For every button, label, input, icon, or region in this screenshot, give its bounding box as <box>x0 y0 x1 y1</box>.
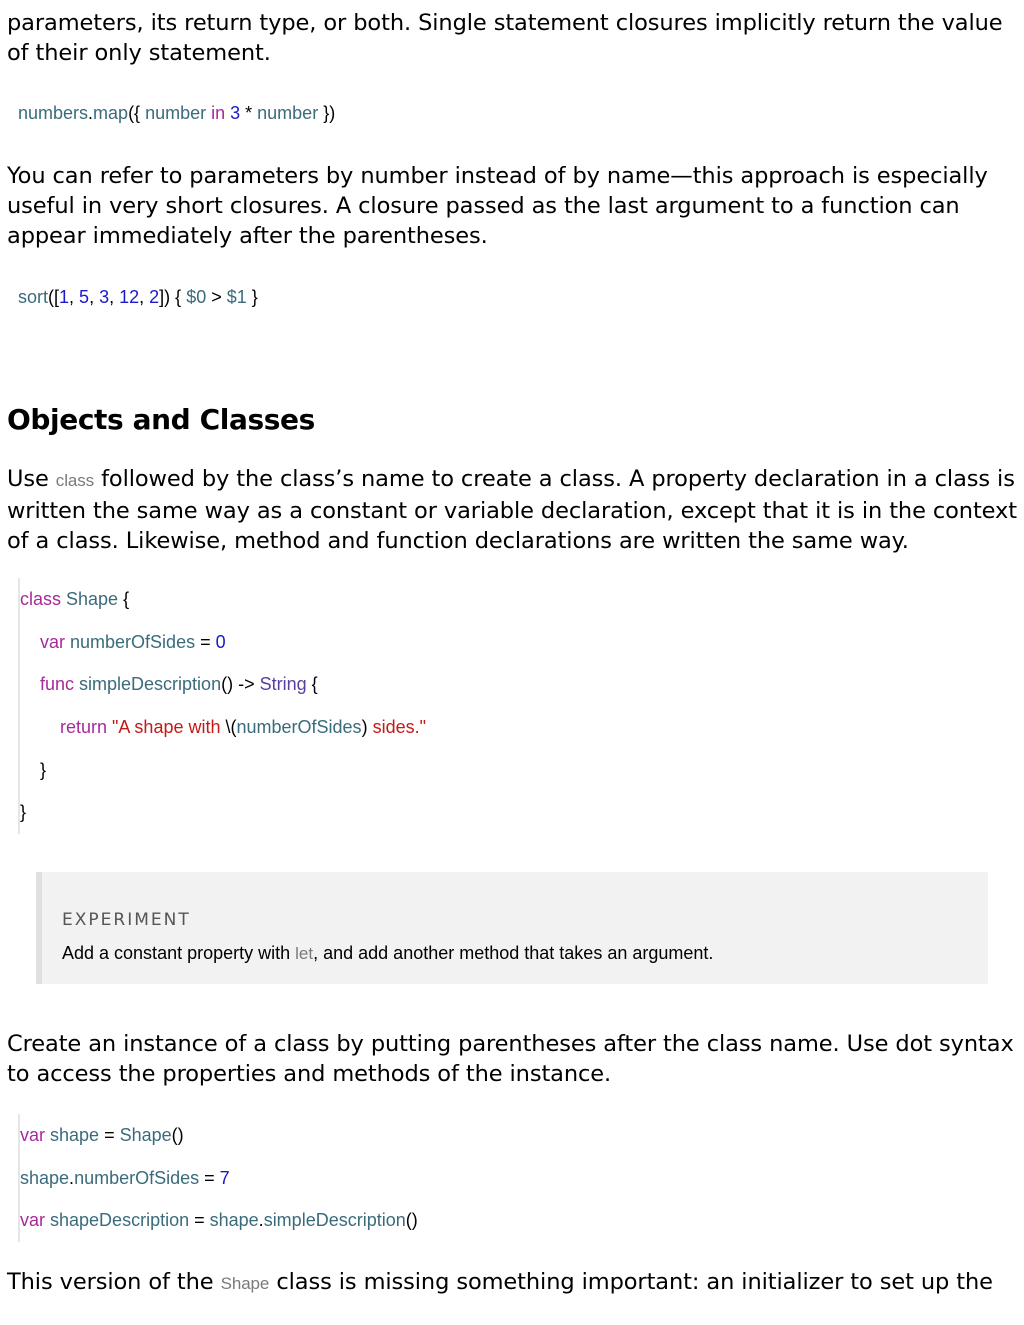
section-heading: Objects and Classes <box>7 403 315 436</box>
code-class-shape <box>18 578 426 834</box>
code-line: var numberOfSides = 0 <box>20 631 226 652</box>
paragraph-use-class: Use class followed by the class’s name to create a class. A property declaration in a class is written the same way as a constant or variable declaration, except that it is in the context of a class. Likewise, method and function declarations are written the same way. <box>7 466 1017 554</box>
code-line: class Shape { <box>20 589 130 609</box>
paragraph-parameters-by-number: You can refer to parameters by number instead of by name—this approach is especially useful in very short closures. A closure passed as the last argument to a function can appear immediately after the parentheses. <box>7 163 988 249</box>
inline-code-let: let <box>295 944 314 963</box>
inline-code-shape: Shape <box>220 1274 270 1293</box>
code-line: var shapeDescription = shape.simpleDescription() <box>20 1210 418 1231</box>
code-line: } <box>20 759 47 780</box>
experiment-text: Add a constant property with let, and add another method that takes an argument. <box>62 943 714 963</box>
code-numbers-map: numbers.map({ number in 3 * number }) <box>18 103 336 123</box>
paragraph-closures-return: parameters, its return type, or both. Single statement closures implicitly return the value of their only statement. <box>7 10 1003 66</box>
code-line: shape.numberOfSides = 7 <box>20 1167 230 1188</box>
experiment-title: EXPERIMENT <box>62 910 191 930</box>
paragraph-create-instance: Create an instance of a class by putting parentheses after the class name. Use dot syntax to access the properties and methods of the instance. <box>7 1031 1014 1087</box>
inline-code-class: class <box>55 471 95 490</box>
code-line: var shape = Shape() <box>20 1125 184 1145</box>
paragraph-shape-version: This version of the Shape class is missing something important: an initializer to set up the <box>7 1269 993 1295</box>
code-instance <box>18 1114 418 1242</box>
code-line: func simpleDescription() -> String { <box>20 674 318 695</box>
code-line: return "A shape with \(numberOfSides) sides." <box>20 717 426 738</box>
code-sort: sort([1, 5, 3, 12, 2]) { $0 > $1 } <box>18 287 258 307</box>
experiment-callout <box>36 872 988 984</box>
code-line: } <box>20 802 27 823</box>
